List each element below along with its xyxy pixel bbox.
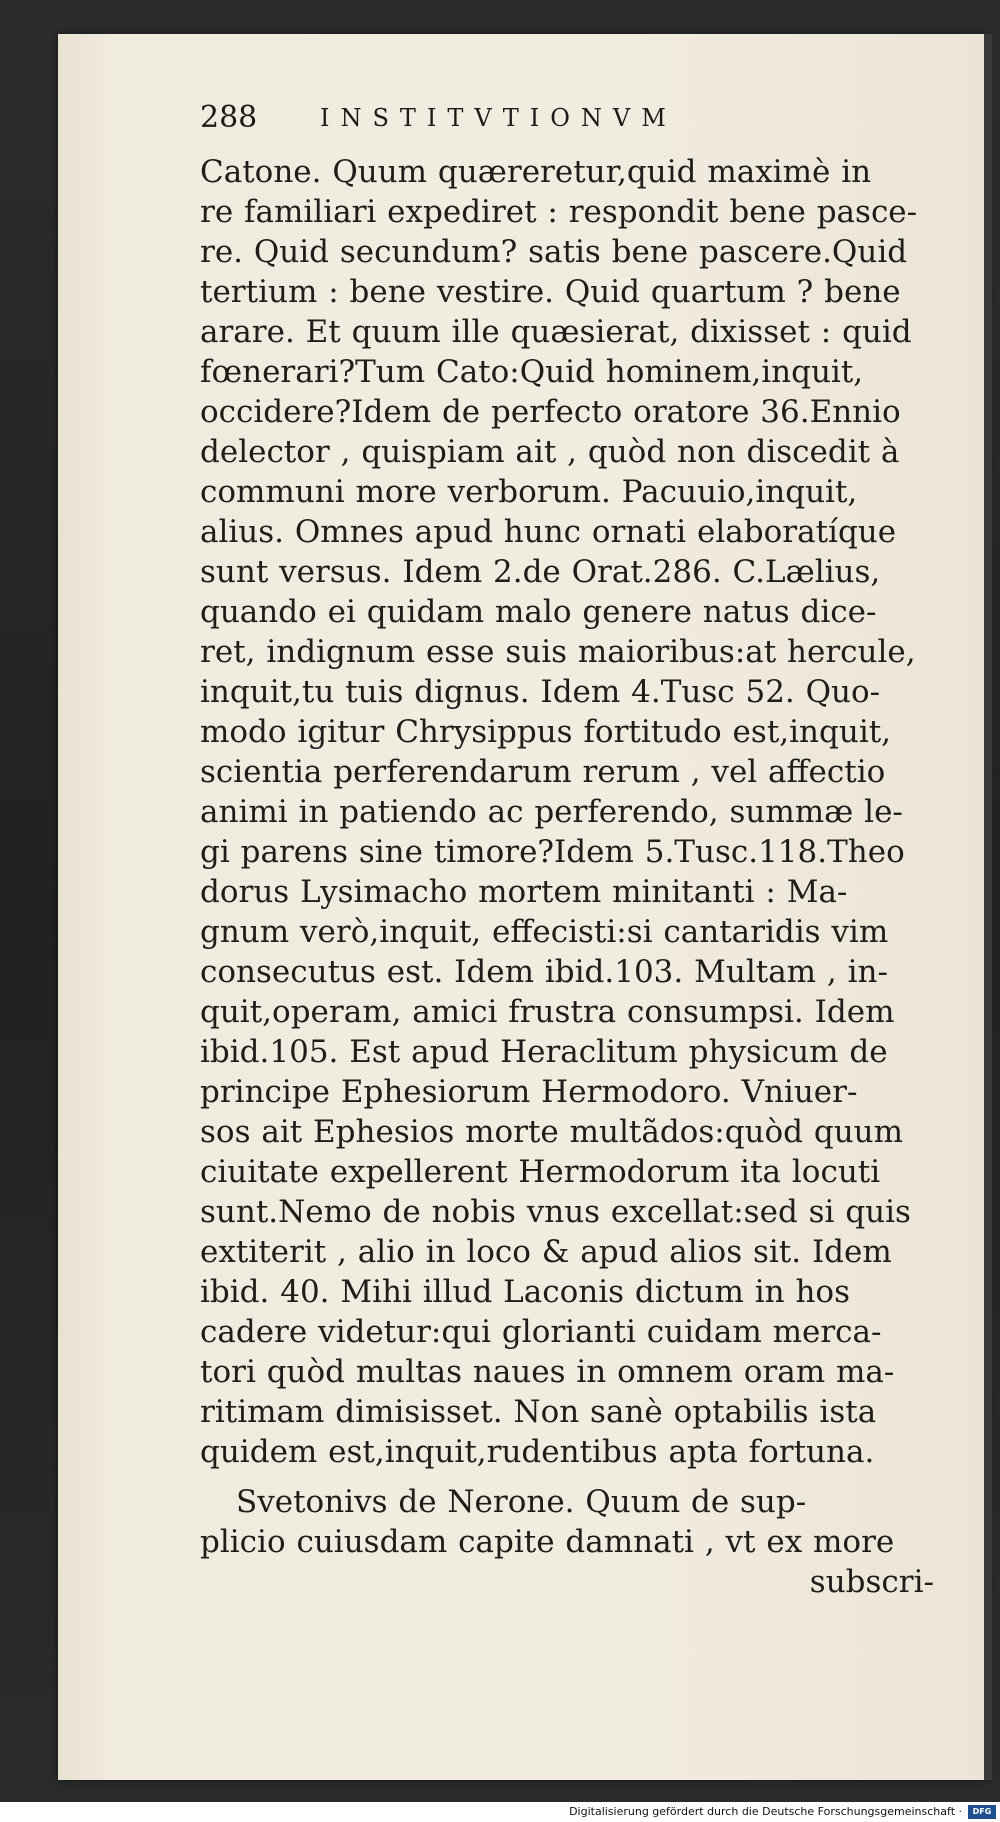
text-line: scientia perferendarum rerum , vel affectio: [200, 754, 886, 790]
digitization-footer: [0, 1802, 1000, 1822]
body-text: [200, 152, 940, 1602]
text-line: sos ait Ephesios morte multãdos:quòd quum: [200, 1114, 904, 1150]
text-line: principe Ephesiorum Hermodoro. Vniuer-: [200, 1074, 858, 1110]
text-line: arare. Et quum ille quæsierat, dixisset : quid: [200, 314, 912, 350]
page-number: 288: [200, 100, 258, 135]
text-line: tertium : bene vestire. Quid quartum ? bene: [200, 274, 901, 310]
text-line: consecutus est. Idem ibid.103. Multam , in-: [200, 954, 888, 990]
dfg-logo: DFG: [968, 1805, 996, 1819]
text-line: plicio cuiusdam capite damnati , vt ex more: [200, 1524, 895, 1560]
footer-credit: Digitalisierung gefördert durch die Deutsche Forschungsgemeinschaft ·: [569, 1805, 962, 1818]
text-line: extiterit , alio in loco & apud alios sit. Idem: [200, 1234, 892, 1270]
text-line: Svetonivs de Nerone. Quum de sup-: [236, 1484, 807, 1520]
page-edge: [984, 34, 992, 1780]
text-line: inquit,tu tuis dignus. Idem 4.Tusc 52. Quo-: [200, 674, 881, 710]
text-line: modo igitur Chrysippus fortitudo est,inquit,: [200, 714, 892, 750]
text-line: dorus Lysimacho mortem minitanti : Ma-: [200, 874, 848, 910]
text-line: cadere videtur:qui glorianti cuidam merca-: [200, 1314, 882, 1350]
text-line: ritimam dimisisset. Non sanè optabilis ista: [200, 1394, 877, 1430]
text-line: sunt.Nemo de nobis vnus excellat:sed si quis: [200, 1194, 911, 1230]
text-line: tori quòd multas naues in omnem oram ma-: [200, 1354, 895, 1390]
paragraph-gap: [200, 1472, 940, 1482]
running-head: INSTITVTIONVM: [320, 104, 677, 132]
text-line: fœnerari?Tum Cato:Quid hominem,inquit,: [200, 354, 864, 390]
text-line: quidem est,inquit,rudentibus apta fortuna.: [200, 1434, 875, 1470]
text-line: sunt versus. Idem 2.de Orat.286. C.Lælius,: [200, 554, 881, 590]
text-line: ciuitate expellerent Hermodorum ita locuti: [200, 1154, 881, 1190]
text-line: communi more verborum. Pacuuio,inquit,: [200, 474, 858, 510]
text-line: delector , quispiam ait , quòd non discedit à: [200, 434, 900, 470]
text-line: gnum verò,inquit, effecisti:si cantaridis vim: [200, 914, 889, 950]
page-header: [200, 80, 820, 140]
text-line: re familiari expediret : respondit bene pasce-: [200, 194, 918, 230]
text-line: gi parens sine timore?Idem 5.Tusc.118.Theo: [200, 834, 905, 870]
text-line: ibid. 40. Mihi illud Laconis dictum in hos: [200, 1274, 850, 1310]
text-line: ret, indignum esse suis maioribus:at hercule,: [200, 634, 916, 670]
text-line: re. Quid secundum? satis bene pascere.Quid: [200, 234, 908, 270]
text-line: Catone. Quum quæreretur,quid maximè in: [200, 154, 872, 190]
text-line: quit,operam, amici frustra consumpsi. Idem: [200, 994, 895, 1030]
text-line: animi in patiendo ac perferendo, summæ le-: [200, 794, 903, 830]
text-line: quando ei quidam malo genere natus dice-: [200, 594, 877, 630]
text-line: ibid.105. Est apud Heraclitum physicum de: [200, 1034, 888, 1070]
catchword: subscri-: [809, 1564, 934, 1600]
text-line: occidere?Idem de perfecto oratore 36.Ennio: [200, 394, 901, 430]
text-line: alius. Omnes apud hunc ornati elaboratíque: [200, 514, 897, 550]
